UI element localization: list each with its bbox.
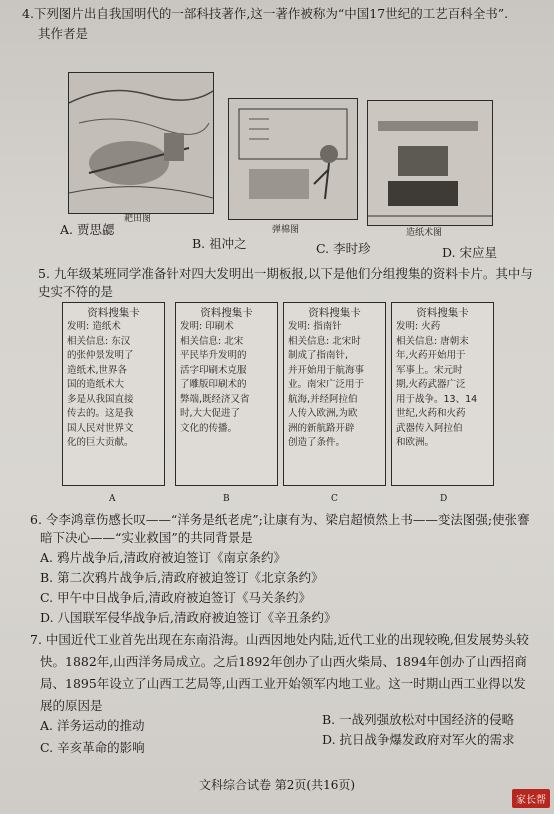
card-info: 相关信息: 东汉 的张仲景发明了 造纸术,世界各 国的造纸术大 多是从我国直接 传去的。这是我 国人民对世界文 化的巨大贡献。 xyxy=(67,335,134,448)
q7-option-d: D. 抗日战争爆发政府对军火的需求 xyxy=(322,732,515,747)
q4-stem-line1: 4.下列图片出自我国明代的一部科技著作,这一著作被称为“中国17世纪的工艺百科全书”. xyxy=(22,6,509,21)
card-info: 相关信息: 北宋 平民毕升发明的 活字印刷术克服 了雕版印刷术的 弊端,既经济又省 时,大大促进了 文化的传播。 xyxy=(180,335,250,434)
caption-cotton-bow: 弹棉图 xyxy=(272,225,300,235)
card-paper xyxy=(62,302,165,486)
card-info: 相关信息: 北宋时 制成了指南针, 并开始用于航海事 业。南宋广泛用于 航海,并经阿拉伯 人传入欧洲,为欧 洲的新航路开辟 创造了条件。 xyxy=(288,335,365,448)
q7-option-c: C. 辛亥革命的影响 xyxy=(40,740,145,755)
q6-option-b: B. 第二次鸦片战争后,清政府被迫签订《北京条约》 xyxy=(40,570,324,585)
q7-option-b: B. 一战列强放松对中国经济的侵略 xyxy=(322,712,515,727)
card-label-c: C xyxy=(331,494,338,504)
card-title: 资料搜集卡 xyxy=(87,307,140,319)
q7-option-a: A. 洋务运动的推动 xyxy=(40,718,145,733)
q5-stem-line1: 5. 九年级某班同学准备针对四大发明出一期板报,以下是他们分组搜集的资料卡片。其中与 xyxy=(38,266,533,281)
card-invention: 发明: 指南针 xyxy=(288,321,342,332)
q6-option-c: C. 甲午中日战争后,清政府被迫签订《马关条约》 xyxy=(40,590,312,605)
card-invention: 发明: 火药 xyxy=(396,321,441,332)
q6-option-a: A. 鸦片战争后,清政府被迫签订《南京条约》 xyxy=(40,550,286,565)
caption-papermaking: 造纸术图 xyxy=(406,228,443,238)
card-invention: 发明: 印刷术 xyxy=(180,321,234,332)
card-gunpowder xyxy=(391,302,494,486)
q7-stem-line3: 局、1895年设立了山西工艺局等,山西工业开始领军内地工业。这一时期山西工业得以发 xyxy=(40,676,526,691)
caption-plowing: 耙田图 xyxy=(124,214,152,224)
q6-stem-line2: 暗下决心——“实业救国”的共同背景是 xyxy=(40,530,253,545)
card-title: 资料搜集卡 xyxy=(416,307,469,319)
card-label-a: A xyxy=(109,494,116,504)
q6-option-d: D. 八国联军侵华战争后,清政府被迫签订《辛丑条约》 xyxy=(40,610,337,625)
q7-stem-line2: 快。1882年,山西洋务局成立。之后1892年创办了山西火柴局、1894年创办了山西招商 xyxy=(40,654,527,669)
plowing-illustration xyxy=(68,72,214,214)
q4-stem-line2: 其作者是 xyxy=(38,26,89,41)
q7-stem-line4: 展的原因是 xyxy=(40,698,103,713)
card-info: 相关信息: 唐朝末 年,火药开始用于 军事上。宋元时 期,火药武器广泛 用于战争。13、14 世纪,火药和火药 武器传入阿拉伯 和欧洲。 xyxy=(396,335,478,448)
q4-option-b: B. 祖冲之 xyxy=(192,236,247,251)
papermaking-illustration xyxy=(367,100,493,226)
cotton-bow-illustration xyxy=(228,98,358,220)
card-title: 资料搜集卡 xyxy=(308,307,361,319)
q7-stem-line1: 7. 中国近代工业首先出现在东南沿海。山西因地处内陆,近代工业的出现较晚,但发展势头较 xyxy=(30,632,529,647)
watermark-logo: 家长帮 xyxy=(512,789,550,808)
card-invention: 发明: 造纸术 xyxy=(67,321,121,332)
q4-option-a: A. 贾思勰 xyxy=(60,222,115,237)
q6-stem-line1: 6. 令李鸿章伤感长叹——“洋务是纸老虎”;让康有为、梁启超愤然上书——变法图强;使张謇 xyxy=(30,512,530,527)
q5-stem-line2: 史实不符的是 xyxy=(38,284,114,299)
card-label-b: B xyxy=(223,494,230,504)
q4-option-c: C. 李时珍 xyxy=(316,241,371,256)
card-label-d: D xyxy=(440,494,448,504)
page-footer: 文科综合试卷 第2页(共16页) xyxy=(198,778,356,792)
card-title: 资料搜集卡 xyxy=(200,307,253,319)
card-compass xyxy=(283,302,386,486)
q4-option-d: D. 宋应星 xyxy=(442,245,498,260)
card-printing xyxy=(175,302,278,486)
